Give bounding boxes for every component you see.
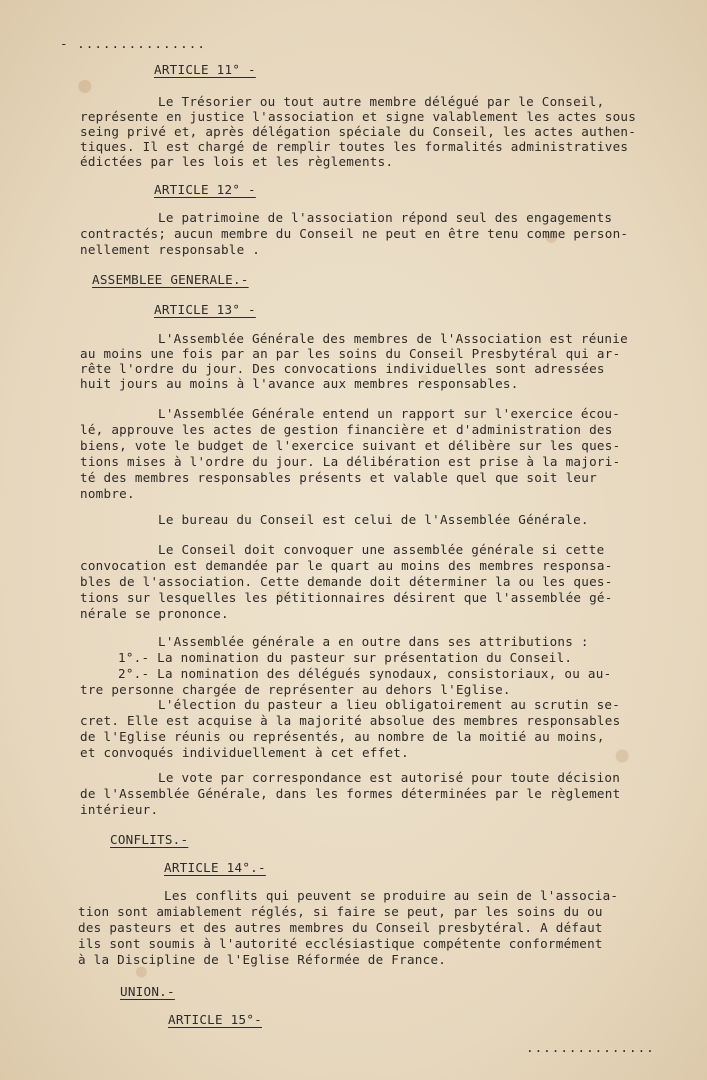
article-15-heading: ARTICLE 15°- xyxy=(168,1012,262,1027)
text-line: intérieur. xyxy=(80,802,159,817)
text-line: Le Trésorier ou tout autre membre délégué par le Conseil, xyxy=(158,94,605,109)
article-12-heading: ARTICLE 12° - xyxy=(154,182,256,197)
text-line: lé, approuve les actes de gestion financière et d'administration des xyxy=(80,422,613,437)
text-line: L'Assemblée générale a en outre dans ses attributions : xyxy=(158,634,589,649)
article-11-heading: ARTICLE 11° - xyxy=(154,62,256,77)
section-union: UNION.- xyxy=(120,984,175,999)
text-line: cret. Elle est acquise à la majorité absolue des membres responsables xyxy=(80,713,621,728)
section-assemblee-generale: ASSEMBLEE GENERALE.- xyxy=(92,272,249,287)
text-line: L'Assemblée Générale des membres de l'Association est réunie xyxy=(158,331,628,346)
article-13-heading: ARTICLE 13° - xyxy=(154,302,256,317)
text-line: nellement responsable . xyxy=(80,242,261,257)
text-line: rête l'ordre du jour. Des convocations individuelles sont adressées xyxy=(80,361,605,376)
top-dots: - ............... xyxy=(60,36,206,51)
text-line: Le patrimoine de l'association répond seul des engagements xyxy=(158,210,613,225)
text-line: tion sont amiablement réglés, si faire se peut, par les soins du ou xyxy=(78,904,603,919)
text-line: bles de l'association. Cette demande doit déterminer la ou les ques- xyxy=(80,574,613,589)
text-line: représente en justice l'association et signe valablement les actes sous xyxy=(80,109,637,124)
text-line: convocation est demandée par le quart au moins des membres responsa- xyxy=(80,558,613,573)
text-line: huit jours au moins à l'avance aux membres responsables. xyxy=(80,376,519,391)
bottom-dots: ............... xyxy=(526,1040,655,1055)
text-line: L'élection du pasteur a lieu obligatoirement au scrutin se- xyxy=(158,697,621,712)
text-line: 2°.- La nomination des délégués synodaux, consistoriaux, ou au- xyxy=(118,666,612,681)
text-line: tre personne chargée de représenter au dehors l'Eglise. xyxy=(80,682,511,697)
text-line: à la Discipline de l'Eglise Réformée de France. xyxy=(78,952,447,967)
text-line: tiques. Il est chargé de remplir toutes les formalités administratives xyxy=(80,139,629,154)
text-line: L'Assemblée Générale entend un rapport sur l'exercice écou- xyxy=(158,406,621,421)
text-line: ils sont soumis à l'autorité ecclésiastique compétente conformément xyxy=(78,936,603,951)
text-line: té des membres responsables présents et valable quel que soit leur xyxy=(80,470,597,485)
article-14-heading: ARTICLE 14°.- xyxy=(164,860,266,875)
text-line: Le bureau du Conseil est celui de l'Assemblée Générale. xyxy=(158,512,589,527)
text-line: Les conflits qui peuvent se produire au sein de l'associa- xyxy=(164,888,619,903)
text-line: des pasteurs et des autres membres du Conseil presbytéral. A défaut xyxy=(78,920,603,935)
text-line: tions sur lesquelles les pétitionnaires désirent que l'assemblée gé- xyxy=(80,590,613,605)
text-line: nombre. xyxy=(80,486,135,501)
section-conflits: CONFLITS.- xyxy=(110,832,189,847)
text-line: contractés; aucun membre du Conseil ne peut en être tenu comme person- xyxy=(80,226,629,241)
text-line: et convoqués individuellement à cet effet. xyxy=(80,745,409,760)
text-line: Le Conseil doit convoquer une assemblée générale si cette xyxy=(158,542,605,557)
text-line: 1°.- La nomination du pasteur sur présentation du Conseil. xyxy=(118,650,573,665)
text-line: Le vote par correspondance est autorisé pour toute décision xyxy=(158,770,621,785)
text-line: seing privé et, après délégation spéciale du Conseil, les actes authen- xyxy=(80,124,637,139)
text-line: de l'Assemblée Générale, dans les formes déterminées par le règlement xyxy=(80,786,621,801)
text-line: de l'Eglise réunis ou représentés, au nombre de la moitié au moins, xyxy=(80,729,605,744)
text-line: tions mises à l'ordre du jour. La délibération est prise à la majori- xyxy=(80,454,621,469)
text-line: édictées par les lois et les règlements. xyxy=(80,154,394,169)
text-line: nérale se prononce. xyxy=(80,606,229,621)
text-line: au moins une fois par an par les soins du Conseil Presbytéral qui ar- xyxy=(80,346,621,361)
text-line: biens, vote le budget de l'exercice suivant et délibère sur les ques- xyxy=(80,438,621,453)
